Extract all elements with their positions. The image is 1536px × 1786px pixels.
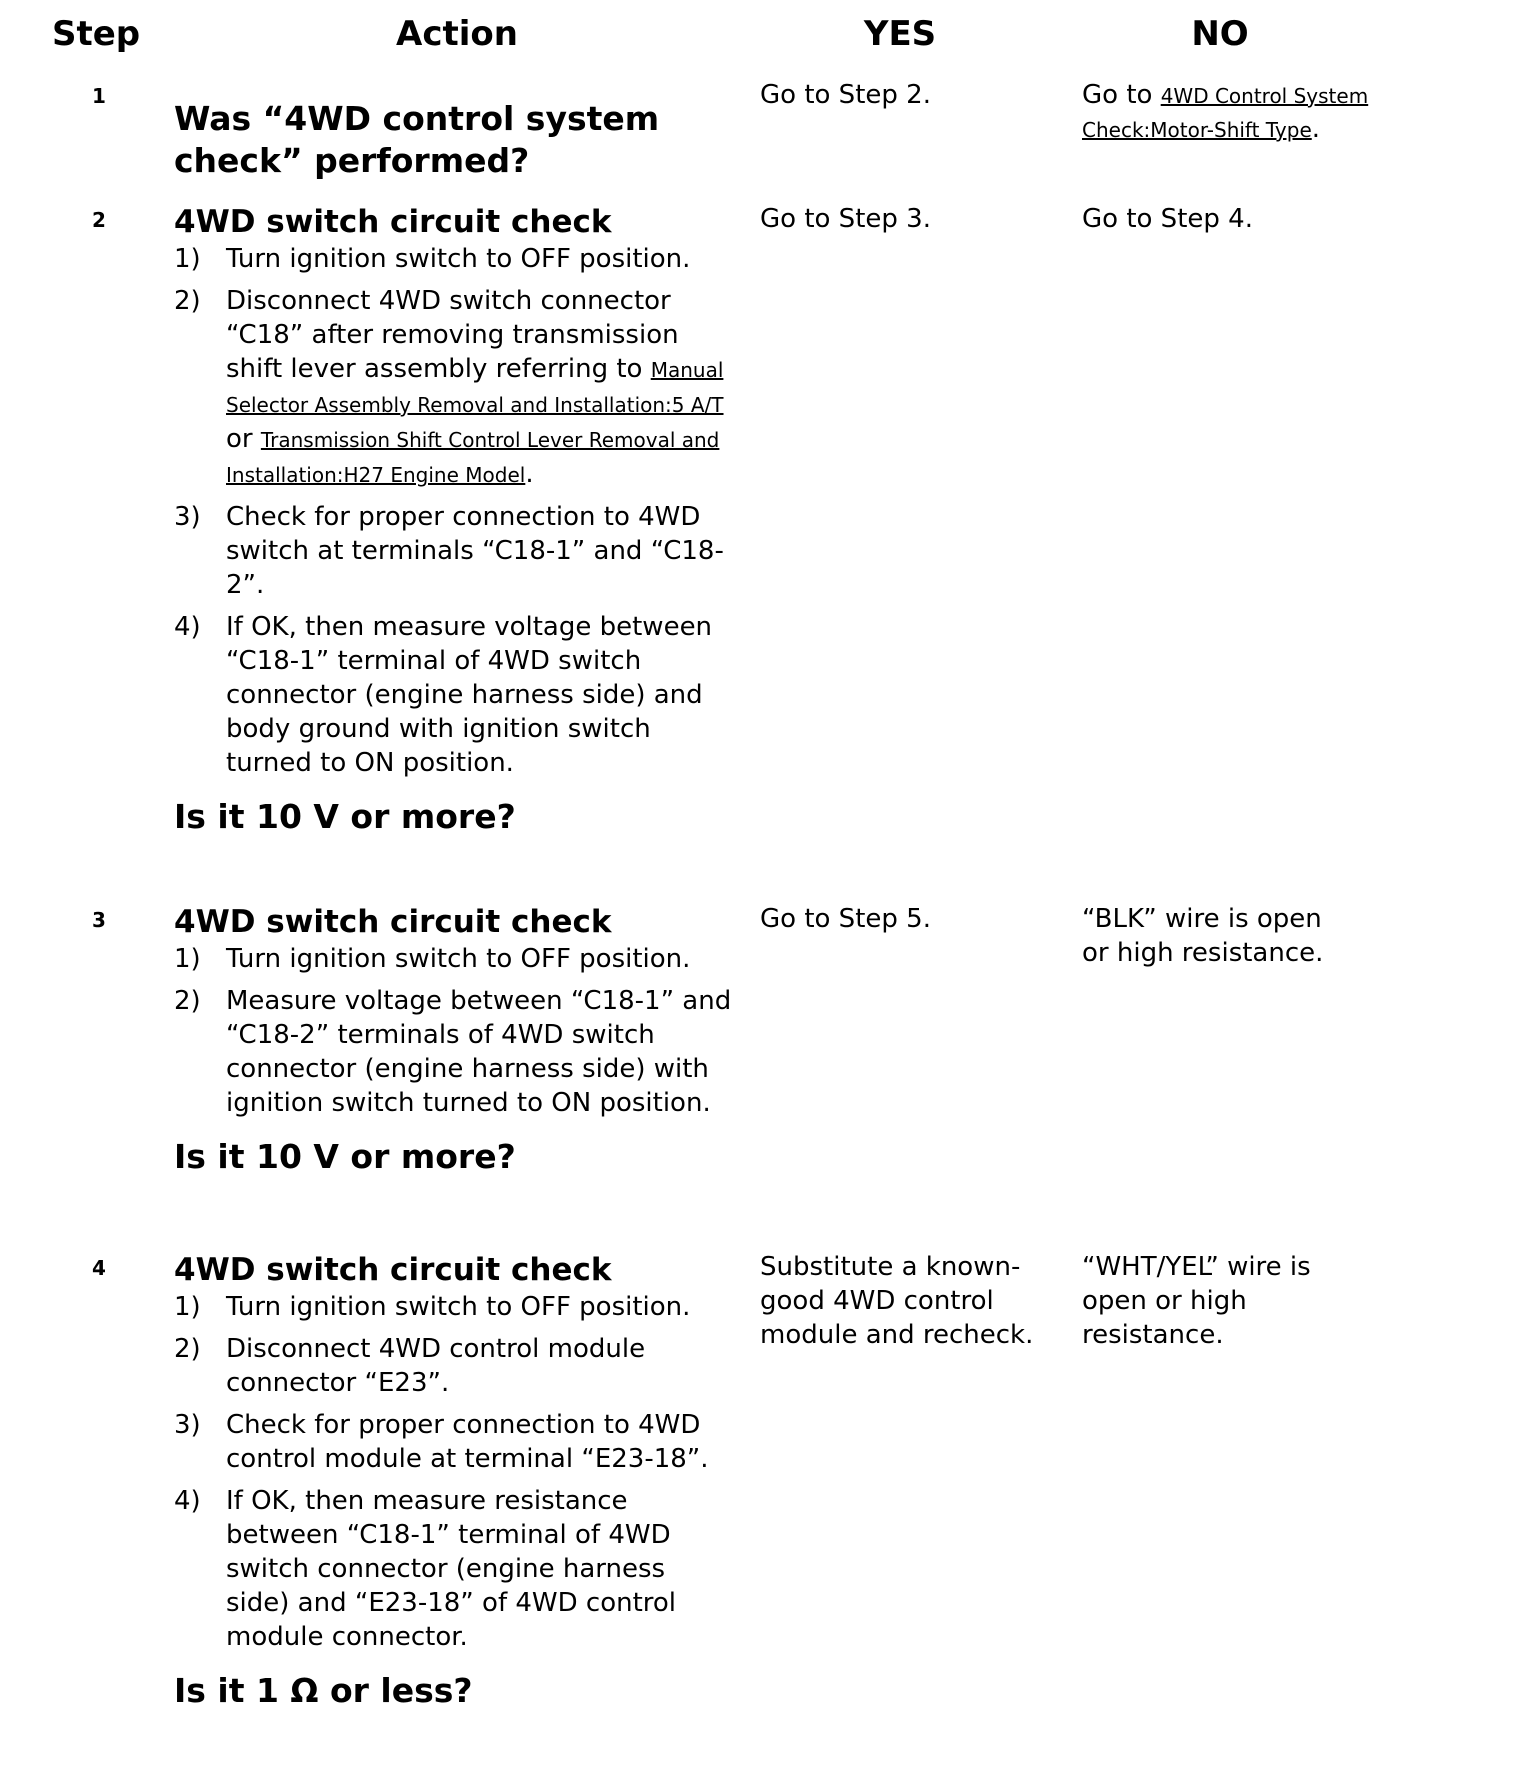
item-number: 1) [174, 944, 201, 974]
action-cell [174, 202, 734, 838]
step-number: 1 [92, 84, 106, 108]
list-item [174, 1290, 734, 1324]
item-number: 1) [174, 1292, 201, 1322]
step-number: 2 [92, 208, 106, 232]
no-cell [1082, 78, 1382, 146]
item-text: Disconnect 4WD control module connector “E23”. [226, 1334, 646, 1398]
link-4wd-control-system-check[interactable]: 4WD Control System Check:Motor-Shift Type [1082, 84, 1369, 142]
action-cell [174, 902, 734, 1178]
item-text: Disconnect 4WD switch connector “C18” after removing transmission shift lever assembly referring to [226, 286, 679, 384]
header-yes: YES [863, 14, 937, 54]
action-cell [174, 1250, 734, 1712]
yes-cell: Substitute a known-good 4WD control module and recheck. [760, 1252, 1034, 1350]
item-text-end: . [525, 459, 534, 489]
list-item [174, 984, 734, 1120]
step-title: 4WD switch circuit check [174, 1252, 612, 1288]
list-item [174, 942, 734, 976]
item-number: 2) [174, 1334, 201, 1364]
step-question: Is it 10 V or more? [174, 1137, 516, 1176]
step-question: Is it 1 Ω or less? [174, 1671, 473, 1710]
step-title: 4WD switch circuit check [174, 204, 612, 240]
header-step: Step [52, 14, 141, 54]
item-number: 4) [174, 612, 201, 642]
yes-cell: Go to Step 2. [760, 80, 931, 110]
list-item [174, 284, 734, 492]
no-cell: “BLK” wire is open or high resistance. [1082, 904, 1324, 968]
instruction-list [174, 1290, 734, 1654]
item-text: Turn ignition switch to OFF position. [226, 944, 691, 974]
list-item [174, 1408, 734, 1476]
step-question: Is it 10 V or more? [174, 797, 516, 836]
item-text: If OK, then measure voltage between “C18-1” terminal of 4WD switch connector (engine harness side) and body ground with ignition switch turned to ON position. [226, 612, 713, 778]
header-action: Action [396, 14, 518, 54]
yes-cell: Go to Step 3. [760, 204, 931, 234]
list-item [174, 610, 734, 780]
item-number: 1) [174, 244, 201, 274]
header-no: NO [1191, 14, 1249, 54]
item-number: 3) [174, 1410, 201, 1440]
step-title: 4WD switch circuit check [174, 904, 612, 940]
list-item [174, 242, 734, 276]
action-cell [174, 98, 734, 182]
item-text-or: or [226, 424, 261, 454]
no-text-suffix: . [1311, 114, 1321, 144]
no-cell: “WHT/YEL” wire is open or high resistance. [1082, 1252, 1311, 1350]
item-text: Check for proper connection to 4WD switch at terminals “C18-1” and “C18-2”. [226, 502, 724, 600]
no-cell: Go to Step 4. [1082, 204, 1253, 234]
list-item [174, 500, 734, 602]
step-number: 4 [92, 1256, 106, 1280]
item-number: 2) [174, 286, 201, 316]
list-item [174, 1332, 734, 1400]
item-text: If OK, then measure resistance between “C18-1” terminal of 4WD switch connector (engine harness side) and “E23-18” of 4WD control module connector. [226, 1486, 677, 1652]
item-text: Measure voltage between “C18-1” and “C18-2” terminals of 4WD switch connector (engine harness side) with ignition switch turned to ON position. [226, 986, 732, 1118]
step-title: Was “4WD control system check” performed? [174, 99, 660, 180]
instruction-list [174, 942, 734, 1120]
link-manual-selector-assembly[interactable]: Manual Selector Assembly Removal and Installation:5 A/T [226, 358, 724, 417]
item-text: Turn ignition switch to OFF position. [226, 244, 691, 274]
item-number: 2) [174, 986, 201, 1016]
link-transmission-shift-control-lever[interactable]: Transmission Shift Control Lever Removal and Installation:H27 Engine Model [226, 428, 720, 487]
item-text: Check for proper connection to 4WD control module at terminal “E23-18”. [226, 1410, 709, 1474]
item-text: Turn ignition switch to OFF position. [226, 1292, 691, 1322]
yes-cell: Go to Step 5. [760, 904, 931, 934]
item-number: 4) [174, 1486, 201, 1516]
item-number: 3) [174, 502, 201, 532]
step-number: 3 [92, 908, 106, 932]
no-text-prefix: Go to [1082, 80, 1161, 110]
instruction-list [174, 242, 734, 780]
list-item [174, 1484, 734, 1654]
